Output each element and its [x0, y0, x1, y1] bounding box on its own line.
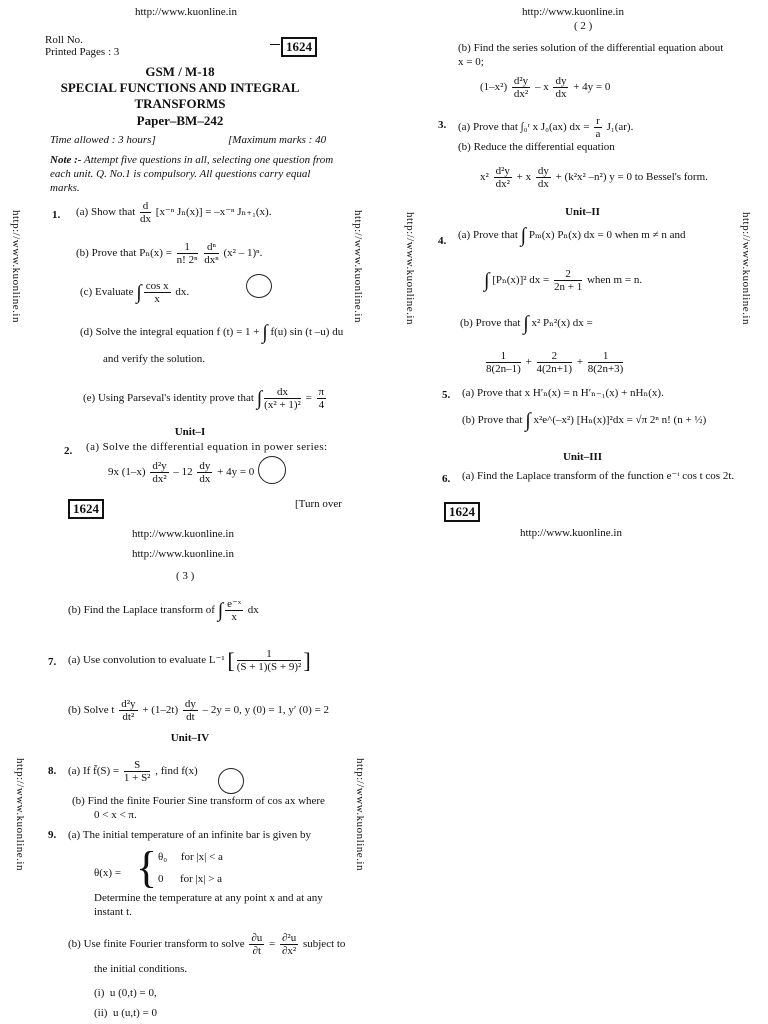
q9a-text: The initial temperature of an infinite bar is given by [82, 829, 311, 841]
footer-code-box: 1624 [444, 502, 480, 522]
q9b-text: Use finite Fourier transform to solve [83, 938, 245, 951]
box-rule [270, 44, 280, 45]
q9a-line3: Determine the temperature at any point x and at any instant t. [94, 892, 323, 918]
brace-icon: { [136, 843, 158, 892]
q9a-case1: θ₀ for |x| < a [158, 851, 223, 863]
q2-number: 2. [64, 445, 73, 457]
footer-url[interactable]: http://www.kuonline.in [520, 527, 622, 539]
integral-icon: ∫ [136, 281, 142, 304]
header-url[interactable]: http://www.kuonline.in [132, 528, 234, 540]
header-url[interactable]: http://www.kuonline.in [135, 6, 237, 18]
q4a-text: Prove that [472, 229, 518, 241]
paper-code-box: 1624 [281, 37, 317, 57]
q3a-label: (a) [458, 121, 471, 134]
q2a-text: Solve the differential equation in power series: [102, 441, 328, 453]
q8b [72, 794, 352, 808]
paper-title-line2: TRANSFORMS [134, 96, 226, 111]
q4b-text: Prove that [475, 317, 521, 329]
q9b-label: (b) [68, 938, 81, 951]
q1e-equals: = [305, 392, 312, 405]
q7a-text: Use convolution to evaluate L⁻¹ [82, 654, 225, 667]
unit-2-heading: Unit–II [565, 206, 600, 218]
integral-icon: ∫ [256, 387, 263, 410]
q1e-frac: $\frac{dx}{\text{(x² + 1)²}}$ [264, 386, 301, 411]
header-url-2[interactable]: http://www.kuonline.in [132, 548, 234, 560]
q3a-tail: J₁(ar). [606, 121, 634, 134]
q4b-label: (b) [460, 317, 473, 329]
q1e-label: (e) [83, 392, 96, 405]
q1a-text: Show that [90, 206, 136, 219]
q1a [76, 200, 271, 225]
q3b-equation: x² $\frac{\text{d²y}}{\text{dx²}}$ + x $\frac{dy}{dx}$ + (k²x² –n²) y = 0 to Bessel's form. [480, 165, 708, 190]
q6a-label: (a) [462, 470, 475, 482]
page-number: ( 2 ) [574, 20, 593, 32]
q1a-deriv: $\frac{d}{dx}$ [140, 200, 152, 225]
note-label: Note :- [50, 154, 82, 166]
q1c [80, 280, 189, 305]
q5a-text: Prove that x H′ₙ(x) = n H′ₙ₋₁(x) + nHₙ(x). [476, 387, 664, 399]
q1-number: 1. [52, 209, 61, 221]
q8b-label: (b) [72, 795, 85, 807]
q6-number: 6. [442, 473, 451, 485]
q3b-text: Reduce the differential equation [473, 141, 615, 153]
q5b [462, 409, 707, 432]
q1c-tail: dx. [175, 286, 190, 299]
q1c-label: (c) [80, 286, 93, 299]
q9b-tail: subject to [302, 938, 346, 951]
q5b-label: (b) [462, 414, 475, 426]
exam-code: GSM / M-18 [145, 64, 215, 79]
note-text: Attempt five questions in all, selecting one question from each unit. Q. No.1 is compulsory. All questions carry equal marks. [50, 154, 334, 194]
q1d-text: Solve the integral equation f (t) = 1 + [95, 326, 260, 338]
q1e [83, 386, 328, 411]
q3b [458, 140, 615, 154]
q2b-text: Find the series solution of the differential equation about x = 0; [458, 42, 724, 68]
q5a [462, 386, 664, 400]
q9b-condition-2: (ii) u (u,t) = 0 [94, 1007, 158, 1019]
q7b-label: (b) [68, 704, 81, 717]
q8b-line2: 0 < x < π. [94, 809, 137, 821]
q5a-label: (a) [462, 387, 475, 399]
q1a-tail: [x⁻ⁿ Jₙ(x)] = –x⁻ⁿ Jₙ₊₁(x). [155, 206, 272, 219]
side-url-right: http://www.kuonline.in [740, 212, 752, 325]
q7a-label: (a) [68, 654, 81, 667]
q1d-label: (d) [80, 326, 93, 338]
q9b: (b) Use finite Fourier transform to solve $\frac{\partial u}{\partial t}$ = $\frac{\text{∂²u}}{\text{∂x²}}$ subject to [68, 932, 346, 957]
header-url[interactable]: http://www.kuonline.in [522, 6, 624, 18]
q1b-text: Prove that Pₙ(x) = [91, 247, 172, 260]
q9a [68, 828, 311, 842]
side-url-left: http://www.kuonline.in [10, 210, 22, 323]
q3a: (a) Prove that ∫₀ʳ x J₀(ax) dx = $\frac{r}{a}$ J₁(ar). [458, 115, 634, 140]
q8a-label: (a) [68, 765, 81, 778]
q8a: (a) If f̄(S) = $\frac{S}{\text{1 + S²}}$ , find f(x) [68, 759, 198, 784]
q5-number: 5. [442, 389, 451, 401]
q4b-rhs: $\frac{1}{8(2n-1)}$ + $\frac{2}{4(2n+1)}$ + $\frac{1}{8(2n+3)}$ [486, 350, 624, 375]
q2a-equation: 9x (1–x) $\frac{\text{d²y}}{\text{dx²}}$ – 12 $\frac{dy}{dx}$ + 4y = 0 [108, 460, 255, 485]
integral-icon: ∫ [525, 409, 531, 432]
integral-icon: ∫ [484, 269, 490, 292]
q5b-text: Prove that [477, 414, 523, 426]
q8a-tail: , find f(x) [155, 765, 198, 778]
side-url-right: http://www.kuonline.in [354, 758, 366, 871]
q4-number: 4. [438, 235, 447, 247]
unit-4-heading: Unit–IV [170, 732, 210, 744]
q3b-label: (b) [458, 141, 471, 153]
q1a-label: (a) [76, 206, 89, 219]
q2a-label: (a) [86, 441, 100, 453]
paper-number: Paper–BM–242 [136, 113, 224, 128]
q9a-lhs: θ(x) = [94, 867, 122, 879]
q1d [80, 321, 344, 344]
q6b-label: (b) [68, 604, 81, 617]
marks-circle-icon [246, 274, 272, 298]
q9b-line2: the initial conditions. [94, 963, 188, 975]
q9a-case2: 0 for |x| > a [158, 873, 223, 885]
q9a-label: (a) [68, 829, 81, 841]
q7a: (a) Use convolution to evaluate L⁻¹ [ $\frac{1}{\text{(S + 1)(S + 9)²}}$ ] [68, 647, 311, 673]
paper-title-line1: SPECIAL FUNCTIONS AND INTEGRAL [60, 80, 300, 95]
q1d-line2: and verify the solution. [103, 353, 206, 365]
marks-circle-icon [258, 456, 286, 484]
q6a [462, 469, 734, 483]
q9b-condition-1: (i) u (0,t) = 0, [94, 987, 157, 999]
note [50, 153, 340, 195]
q4a-label: (a) [458, 229, 471, 241]
q4a [458, 224, 686, 247]
time-allowed: Time allowed : 3 hours] [50, 134, 156, 146]
q6b: (b) Find the Laplace transform of ∫ $\frac{\text{e⁻ˣ}}{x}$ dx [68, 598, 259, 623]
integral-icon: ∫ [520, 224, 527, 247]
page-number: ( 3 ) [176, 570, 195, 582]
footer-code-box: 1624 [68, 499, 104, 519]
q7b-text: Solve t [83, 704, 115, 717]
q9-number: 9. [48, 829, 57, 841]
side-url-left: http://www.kuonline.in [404, 212, 416, 325]
q8-number: 8. [48, 765, 57, 777]
q2b-equation: (1–x²) $\frac{\text{d²y}}{\text{dx²}}$ – x $\frac{dy}{dx}$ + 4y = 0 [480, 75, 611, 100]
q1b-frac: $\frac{1}{\text{n! 2ⁿ}}$ [176, 241, 198, 266]
max-marks: [Maximum marks : 40 [228, 134, 327, 146]
q1e-rhs: $\frac{\pi}{4}$ [318, 386, 325, 411]
q2a [86, 440, 327, 454]
printed-pages: Printed Pages : 3 [45, 46, 120, 58]
q1c-text: Evaluate [94, 286, 134, 299]
q1c-frac: $\frac{\text{cos x}}{x}$ [145, 280, 169, 305]
q5b-paren: (n + ½) [673, 414, 707, 426]
q1d-tail: f(u) sin (t –u) du [270, 326, 344, 338]
q3a-text: Prove that ∫₀ʳ x J₀(ax) dx = [472, 121, 590, 134]
q5b-tail: x²e^(–x²) [Hₙ(x)]²dx = √π 2ⁿ n! [533, 414, 671, 426]
side-url-left: http://www.kuonline.in [14, 758, 26, 871]
q8b-text: Find the finite Fourier Sine transform of cos ax where [87, 795, 325, 807]
integral-icon: ∫ [262, 321, 268, 344]
unit-3-heading: Unit–III [562, 451, 603, 463]
q1b [76, 241, 262, 266]
q6b-tail: dx [247, 604, 259, 617]
side-url-right: http://www.kuonline.in [352, 210, 364, 323]
q6a-text: Find the Laplace transform of the function e⁻ᵗ cos t cos 2t. [476, 470, 735, 482]
q8a-text: If f̄(S) = [82, 765, 120, 778]
marks-circle-icon [218, 768, 244, 794]
q4a-tail: Pₘ(x) Pₙ(x) dx = 0 when m ≠ n and [528, 229, 686, 241]
q1b-label: (b) [76, 247, 89, 260]
integral-icon: ∫ [217, 599, 224, 622]
q6b-text: Find the Laplace transform of [83, 604, 215, 617]
q4a-line2: ∫ [Pₙ(x)]² dx = $\frac{2}{2n + 1}$ when m = n. [484, 268, 643, 293]
q1b-deriv: $\frac{\text{dⁿ}}{\text{dxⁿ}}$ [204, 241, 219, 266]
turn-over: [Turn over [295, 498, 342, 510]
q2b [458, 41, 728, 69]
q1b-tail: (x² – 1)ⁿ. [223, 247, 263, 260]
roll-no-label: Roll No. [45, 34, 83, 46]
unit-1-heading: Unit–I [174, 426, 206, 438]
q4b-tail: x² Pₙ²(x) dx = [531, 317, 593, 329]
integral-icon: ∫ [523, 312, 529, 335]
q1e-text: Using Parseval's identity prove that [97, 392, 254, 405]
q7b: (b) Solve t $\frac{\text{d²y}}{\text{dt²}}$ + (1–2t) $\frac{dy}{dt}$ – 2y = 0, y (0) = 1, y′ (0) = 2 [68, 698, 330, 723]
q4b [460, 312, 593, 335]
q3-number: 3. [438, 119, 447, 131]
q2b-label: (b) [458, 42, 471, 54]
q7-number: 7. [48, 656, 57, 668]
